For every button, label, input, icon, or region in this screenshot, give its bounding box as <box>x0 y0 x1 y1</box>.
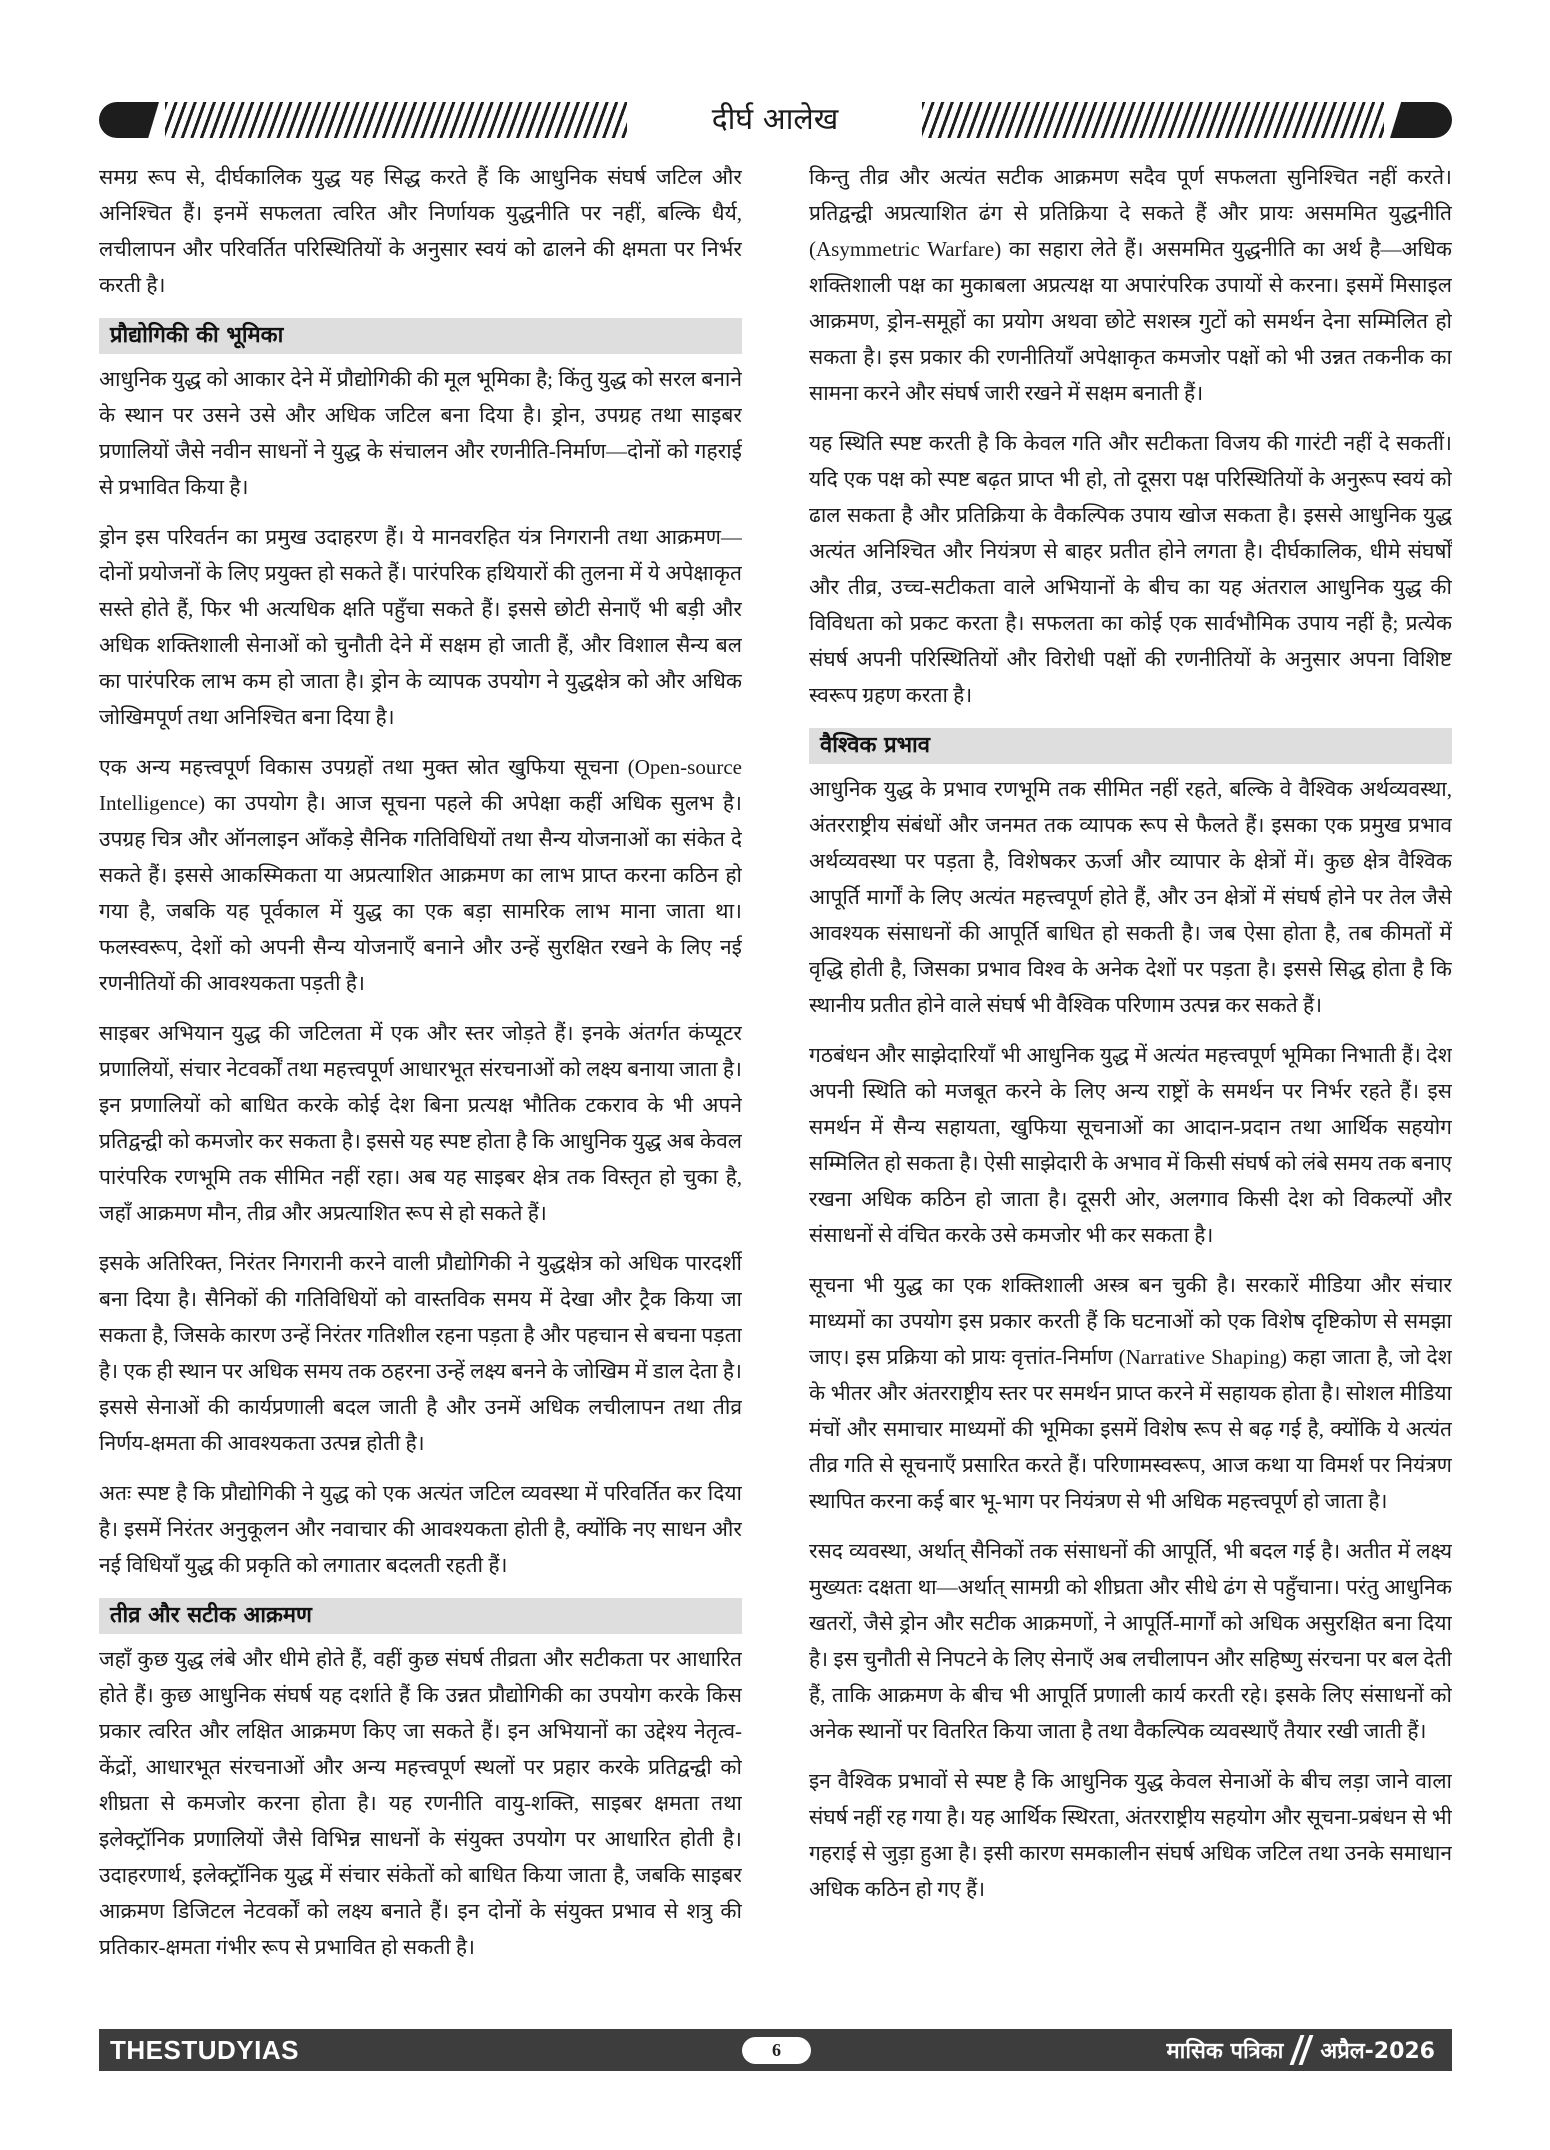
section-heading: तीव्र और सटीक आक्रमण <box>99 1598 742 1634</box>
section-heading: प्रौद्योगिकी की भूमिका <box>99 318 742 354</box>
paragraph: किन्तु तीव्र और अत्यंत सटीक आक्रमण सदैव पूर्ण सफलता सुनिश्चित नहीं करते। प्रतिद्वन्द्वी अप्रत्याशित ढंग से प्रतिक्रिया दे सकते हैं और प्रायः असममित युद्धनीति (Asymmetric Warfare) का सहारा लेते हैं। असममित युद्धनीति का अर्थ है—अधिक शक्तिशाली पक्ष का मुकाबला अप्रत्यक्ष या अपारंपरिक उपायों से करना। इसमें मिसाइल आक्रमण, ड्रोन-समूहों का प्रयोग अथवा छोटे सशस्त्र गुटों को समर्थन देना सम्मिलित हो सकता है। इस प्रकार की रणनीतियाँ अपेक्षाकृत कमजोर पक्षों को भी उन्नत तकनीक का सामना करने और संघर्ष जारी रखने में सक्षम बनाती हैं। <box>809 165 1452 405</box>
section-heading: वैश्विक प्रभाव <box>809 728 1452 764</box>
magazine-name: मासिक पत्रिका <box>1166 2039 1284 2064</box>
paragraph: रसद व्यवस्था, अर्थात् सैनिकों तक संसाधनों की आपूर्ति, भी बदल गई है। अतीत में लक्ष्य मुख्यतः दक्षता था—अर्थात् सामग्री को शीघ्रता और सीधे ढंग से पहुँचाना। परंतु आधुनिक खतरों, जैसे ड्रोन और सटीक आक्रमणों, ने आपूर्ति-मार्गों को अधिक असुरक्षित बना दिया है। इस चुनौती से निपटने के लिए सेनाएँ अब लचीलापन और सहिष्णु संरचना पर बल देती हैं, ताकि आक्रमण के बीच भी आपूर्ति प्रणाली कार्य करती रहे। इसके लिए संसाधनों को अनेक स्थानों पर वितरित किया जाता है तथा वैकल्पिक व्यवस्थाएँ तैयार रखी जाती हैं। <box>809 1539 1452 1743</box>
page-number: 6 <box>742 2037 811 2064</box>
paragraph: एक अन्य महत्त्वपूर्ण विकास उपग्रहों तथा मुक्त स्रोत खुफिया सूचना (Open-source Intelligence) का उपयोग है। आज सूचना पहले की अपेक्षा कहीं अधिक सुलभ है। उपग्रह चित्र और ऑनलाइन आँकड़े सैनिक गतिविधियों तथा सैन्य योजनाओं का संकेत दे सकते हैं। इससे आकस्मिकता या अप्रत्याशित आक्रमण का लाभ प्राप्त करना कठिन हो गया है, जबकि यह पूर्वकाल में युद्ध का एक बड़ा सामरिक लाभ माना जाता था। फलस्वरूप, देशों को अपनी सैन्य योजनाएँ बनाने और उन्हें सुरक्षित रखने के लिए नई रणनीतियों की आवश्यकता पड़ती है। <box>99 755 742 995</box>
paragraph: साइबर अभियान युद्ध की जटिलता में एक और स्तर जोड़ते हैं। इनके अंतर्गत कंप्यूटर प्रणालियों, संचार नेटवर्कों तथा महत्त्वपूर्ण आधारभूत संरचनाओं को लक्ष्य बनाया जाता है। इन प्रणालियों को बाधित करके कोई देश बिना प्रत्यक्ष भौतिक टकराव के भी अपने प्रतिद्वन्द्वी को कमजोर कर सकता है। इससे यह स्पष्ट होता है कि आधुनिक युद्ध अब केवल पारंपरिक रणभूमि तक सीमित नहीं रहा। अब यह साइबर क्षेत्र तक विस्तृत हो चुका है, जहाँ आक्रमण मौन, तीव्र और अप्रत्याशित रूप से हो सकते हैं। <box>99 1021 742 1225</box>
paragraph: इन वैश्विक प्रभावों से स्पष्ट है कि आधुनिक युद्ध केवल सेनाओं के बीच लड़ा जाने वाला संघर्ष नहीं रह गया है। यह आर्थिक स्थिरता, अंतरराष्ट्रीय सहयोग और सूचना-प्रबंधन से भी गहराई से जुड़ा हुआ है। इसी कारण समकालीन संघर्ष अधिक जटिल तथा उनके समाधान अधिक कठिन हो गए हैं। <box>809 1769 1452 1901</box>
page-header <box>99 102 1452 138</box>
right-column <box>809 159 1452 2021</box>
paragraph: आधुनिक युद्ध के प्रभाव रणभूमि तक सीमित नहीं रहते, बल्कि वे वैश्विक अर्थव्यवस्था, अंतरराष्ट्रीय संबंधों और जनमत तक व्यापक रूप से फैलते हैं। इसका एक प्रमुख प्रभाव अर्थव्यवस्था पर पड़ता है, विशेषकर ऊर्जा और व्यापार के क्षेत्रों में। कुछ क्षेत्र वैश्विक आपूर्ति मार्गों के लिए अत्यंत महत्त्वपूर्ण होते हैं, और उन क्षेत्रों में संघर्ष होने पर तेल जैसे आवश्यक संसाधनों की आपूर्ति बाधित हो सकती है। जब ऐसा होता है, तब कीमतों में वृद्धि होती है, जिसका प्रभाव विश्व के अनेक देशों पर पड़ता है। इससे सिद्ध होता है कि स्थानीय प्रतीत होने वाले संघर्ष भी वैश्विक परिणाम उत्पन्न कर सकते हैं। <box>809 777 1452 1017</box>
footer-issue-info <box>1166 2029 1435 2071</box>
paragraph: समग्र रूप से, दीर्घकालिक युद्ध यह सिद्ध करते हैं कि आधुनिक संघर्ष जटिल और अनिश्चित हैं। इनमें सफलता त्वरित और निर्णायक युद्धनीति पर नहीं, बल्कि धैर्य, लचीलापन और परिवर्तित परिस्थितियों के अनुसार स्वयं को ढालने की क्षमता पर निर्भर करती है। <box>99 165 742 297</box>
issue-date: अप्रैल-2026 <box>1320 2039 1435 2064</box>
header-right-cap <box>1390 102 1452 138</box>
paragraph: जहाँ कुछ युद्ध लंबे और धीमे होते हैं, वहीं कुछ संघर्ष तीव्रता और सटीकता पर आधारित होते हैं। कुछ आधुनिक संघर्ष यह दर्शाते हैं कि उन्नत प्रौद्योगिकी का उपयोग करके किस प्रकार त्वरित और लक्षित आक्रमण किए जा सकते हैं। इन अभियानों का उद्देश्य नेतृत्व-केंद्रों, आधारभूत संरचनाओं और अन्य महत्त्वपूर्ण स्थलों पर प्रहार करके प्रतिद्वन्द्वी को शीघ्रता से कमजोर करना होता है। यह रणनीति वायु-शक्ति, साइबर क्षमता तथा इलेक्ट्रॉनिक प्रणालियों जैसे विभिन्न साधनों के संयुक्त उपयोग पर आधारित होती है। उदाहरणार्थ, इलेक्ट्रॉनिक युद्ध में संचार संकेतों को बाधित किया जाता है, जबकि साइबर आक्रमण डिजिटल नेटवर्कों को लक्ष्य बनाते हैं। इन दोनों के संयुक्त प्रभाव से शत्रु की प्रतिकार-क्षमता गंभीर रूप से प्रभावित हो सकती है। <box>99 1647 742 1959</box>
paragraph: यह स्थिति स्पष्ट करती है कि केवल गति और सटीकता विजय की गारंटी नहीं दे सकतीं। यदि एक पक्ष को स्पष्ट बढ़त प्राप्त भी हो, तो दूसरा पक्ष परिस्थितियों के अनुरूप स्वयं को ढाल सकता है और प्रतिक्रिया के वैकल्पिक उपाय खोज सकता है। इससे आधुनिक युद्ध अत्यंत अनिश्चित और नियंत्रण से बाहर प्रतीत होने लगता है। दीर्घकालिक, धीमे संघर्षों और तीव्र, उच्च-सटीकता वाले अभियानों के बीच का यह अंतराल आधुनिक युद्ध की विविधता को प्रकट करता है। सफलता का कोई एक सार्वभौमिक उपाय नहीं है; प्रत्येक संघर्ष अपनी परिस्थितियों और विरोधी पक्षों की रणनीतियों के अनुसार अपना विशिष्ट स्वरूप ग्रहण करता है। <box>809 431 1452 707</box>
footer-separator <box>1295 2035 1308 2065</box>
paragraph: सूचना भी युद्ध का एक शक्तिशाली अस्त्र बन चुकी है। सरकारें मीडिया और संचार माध्यमों का उपयोग इस प्रकार करती हैं कि घटनाओं को एक विशेष दृष्टिकोण से समझा जाए। इस प्रक्रिया को प्रायः वृत्तांत-निर्माण (Narrative Shaping) कहा जाता है, जो देश के भीतर और अंतरराष्ट्रीय स्तर पर समर्थन प्राप्त करने में सहायक होता है। सोशल मीडिया मंचों और समाचार माध्यमों की भूमिका इसमें विशेष रूप से बढ़ गई है, क्योंकि ये अत्यंत तीव्र गति से सूचनाएँ प्रसारित करते हैं। परिणामस्वरूप, आज कथा या विमर्श पर नियंत्रण स्थापित करना कई बार भू-भाग पर नियंत्रण से भी अधिक महत्त्वपूर्ण हो जाता है। <box>809 1273 1452 1513</box>
paragraph: गठबंधन और साझेदारियाँ भी आधुनिक युद्ध में अत्यंत महत्त्वपूर्ण भूमिका निभाती हैं। देश अपनी स्थिति को मजबूत करने के लिए अन्य राष्ट्रों के समर्थन पर निर्भर रहते हैं। इस समर्थन में सैन्य सहायता, खुफिया सूचनाओं का आदान-प्रदान तथा आर्थिक सहयोग सम्मिलित हो सकता है। ऐसी साझेदारी के अभाव में किसी संघर्ष को लंबे समय तक बनाए रखना अधिक कठिन हो जाता है। दूसरी ओर, अलगाव किसी देश को विकल्पों और संसाधनों से वंचित करके उसे कमजोर भी कर सकता है। <box>809 1043 1452 1247</box>
paragraph: अतः स्पष्ट है कि प्रौद्योगिकी ने युद्ध को एक अत्यंत जटिल व्यवस्था में परिवर्तित कर दिया है। इसमें निरंतर अनुकूलन और नवाचार की आवश्यकता होती है, क्योंकि नए साधन और नई विधियाँ युद्ध की प्रकृति को लगातार बदलती रहती हैं। <box>99 1481 742 1577</box>
section-title: दीर्घ आलेख <box>711 102 839 137</box>
header-hatch-right <box>922 102 1384 138</box>
brand-name: THESTUDYIAS <box>110 2035 299 2065</box>
paragraph: ड्रोन इस परिवर्तन का प्रमुख उदाहरण हैं। ये मानवरहित यंत्र निगरानी तथा आक्रमण—दोनों प्रयोजनों के लिए प्रयुक्त हो सकते हैं। पारंपरिक हथियारों की तुलना में ये अपेक्षाकृत सस्ते होते हैं, फिर भी अत्यधिक क्षति पहुँचा सकते हैं। इससे छोटी सेनाएँ भी बड़ी और अधिक शक्तिशाली सेनाओं को चुनौती देने में सक्षम हो जाती हैं, और विशाल सैन्य बल का पारंपरिक लाभ कम हो जाता है। ड्रोन के व्यापक उपयोग ने युद्धक्षेत्र को और अधिक जोखिमपूर्ण तथा अनिश्चित बना दिया है। <box>99 525 742 729</box>
header-hatch-left <box>165 102 627 138</box>
paragraph: इसके अतिरिक्त, निरंतर निगरानी करने वाली प्रौद्योगिकी ने युद्धक्षेत्र को अधिक पारदर्शी बना दिया है। सैनिकों की गतिविधियों को वास्तविक समय में देखा और ट्रैक किया जा सकता है, जिसके कारण उन्हें निरंतर गतिशील रहना पड़ता है और पहचान से बचना पड़ता है। एक ही स्थान पर अधिक समय तक ठहरना उन्हें लक्ष्य बनने के जोखिम में डाल देता है। इससे सेनाओं की कार्यप्रणाली बदल जाती है और उनमें अधिक लचीलापन तथा तीव्र निर्णय-क्षमता की आवश्यकता उत्पन्न होती है। <box>99 1251 742 1455</box>
header-left-cap <box>99 102 159 138</box>
paragraph: आधुनिक युद्ध को आकार देने में प्रौद्योगिकी की मूल भूमिका है; किंतु युद्ध को सरल बनाने के स्थान पर उसने उसे और अधिक जटिल बना दिया है। ड्रोन, उपग्रह तथा साइबर प्रणालियों जैसे नवीन साधनों ने युद्ध के संचालन और रणनीति-निर्माण—दोनों को गहराई से प्रभावित किया है। <box>99 367 742 499</box>
page-footer <box>99 2029 1452 2071</box>
left-column <box>99 159 742 2021</box>
